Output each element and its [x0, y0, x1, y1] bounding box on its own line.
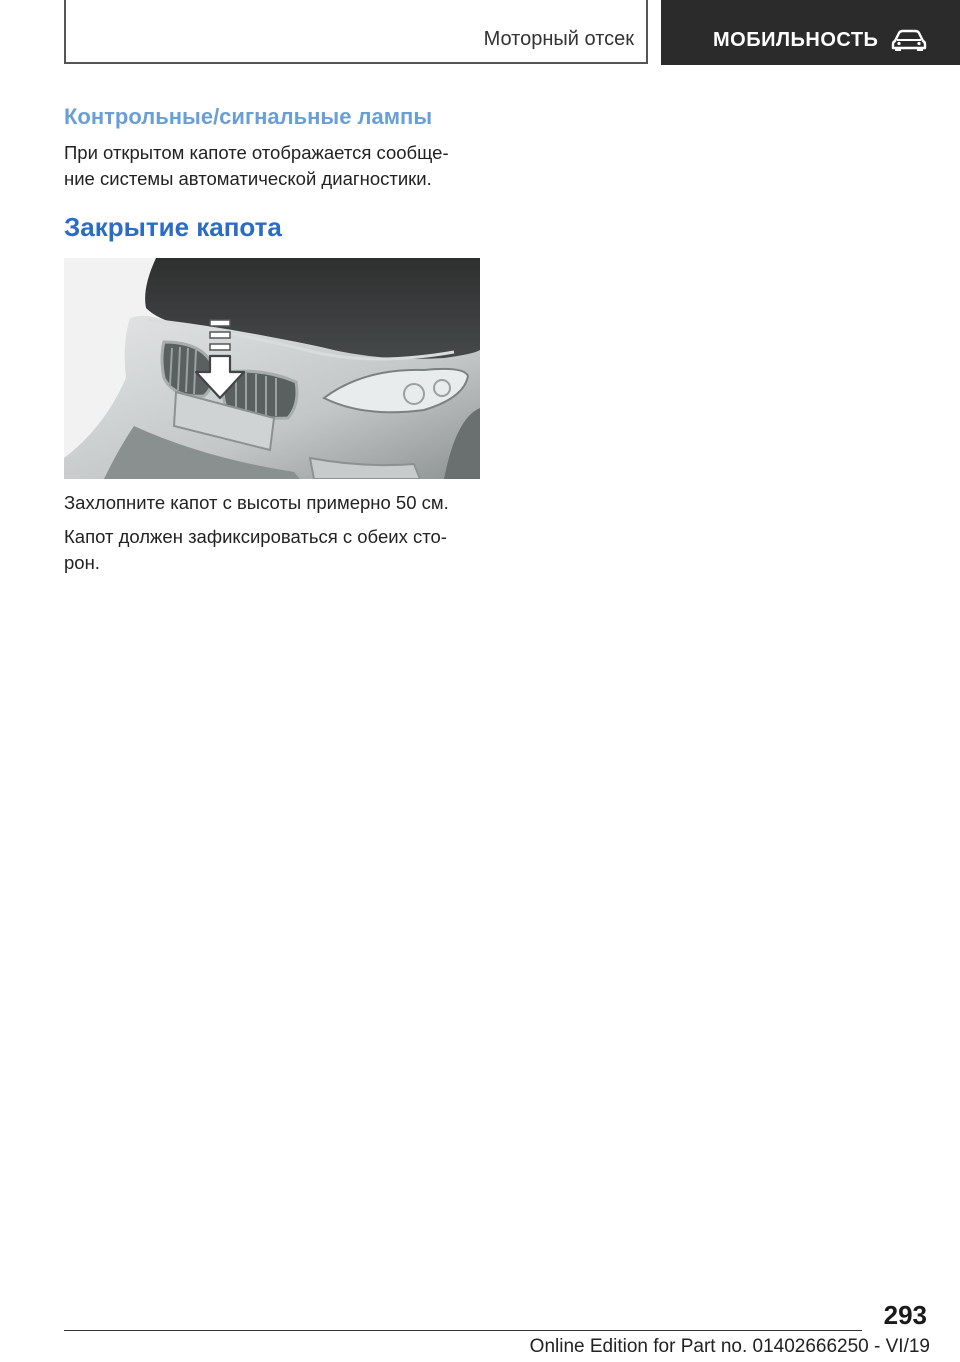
page-number: 293	[883, 1300, 927, 1330]
instruction-2-line-1: Капот должен зафиксироваться с обеих сто-	[64, 526, 447, 547]
section-title: Моторный отсек	[483, 28, 634, 50]
warning-lamps-heading: Контрольные/сигнальные лампы	[64, 104, 433, 129]
instruction-1: Захлопните капот с высоты примерно 50 см.	[64, 492, 449, 513]
chapter-title: МОБИЛЬНОСТЬ	[713, 29, 879, 51]
closing-hood-heading: Закрытие капота	[64, 212, 282, 242]
car-front-image	[64, 258, 480, 479]
car-icon	[891, 28, 927, 52]
instruction-2-line-2: рон.	[64, 552, 100, 573]
footer-divider	[64, 1330, 862, 1331]
instruction-2	[64, 524, 484, 576]
warning-lamps-text	[64, 140, 484, 192]
hood-closing-illustration	[64, 258, 480, 479]
warning-text-line-2: ние системы автоматической диагностики.	[64, 168, 432, 189]
header-section-box	[64, 0, 648, 64]
header-chapter-tab	[661, 0, 960, 65]
edition-footer: Online Edition for Part no. 01402666250 - VI/19	[529, 1336, 930, 1357]
warning-text-line-1: При открытом капоте отображается сообще-	[64, 142, 449, 163]
